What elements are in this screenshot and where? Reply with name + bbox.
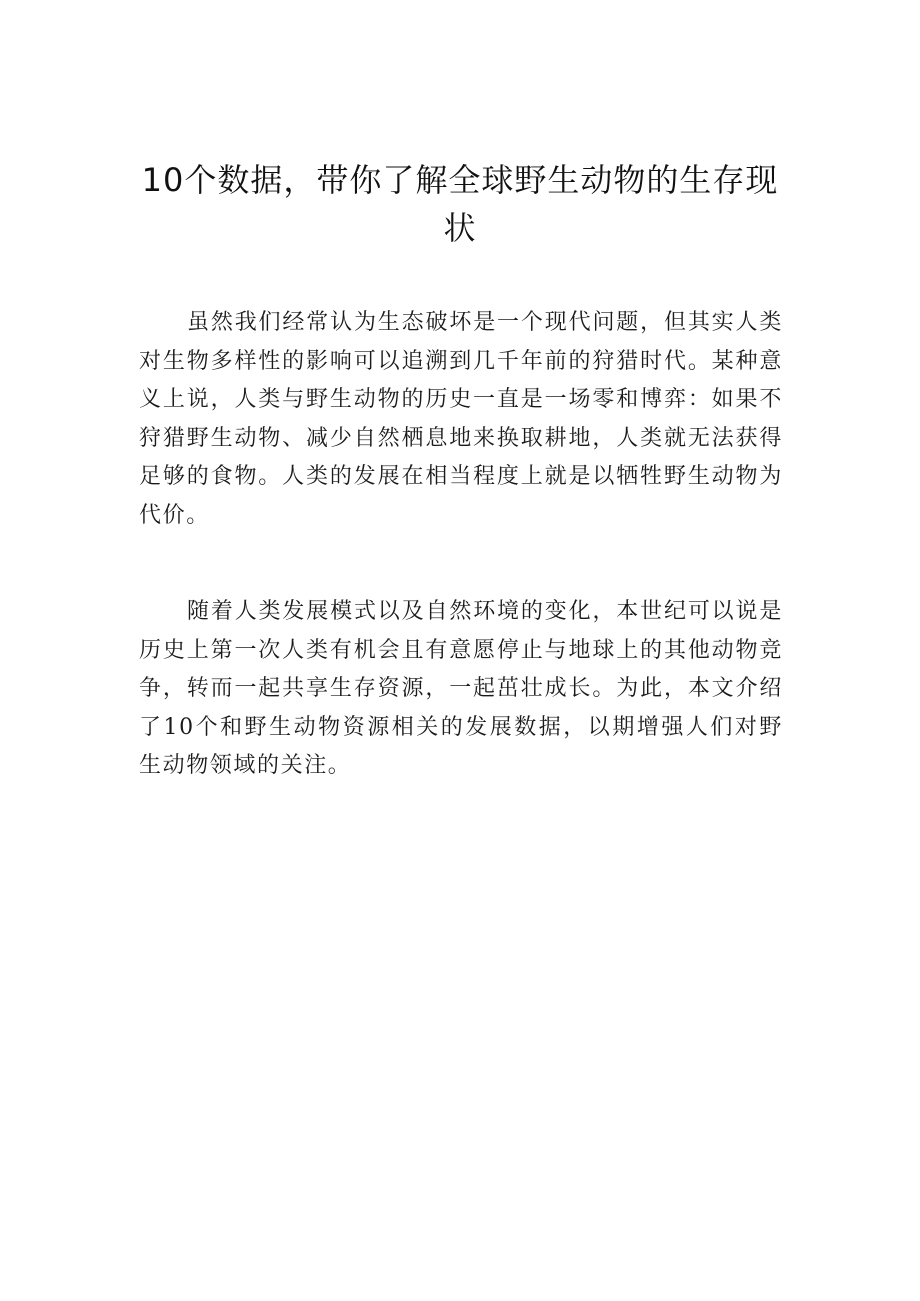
- paragraph-2: 随着人类发展模式以及自然环境的变化，本世纪可以说是历史上第一次人类有机会且有意愿停止与地球上的其他动物竞争，转而一起共享生存资源，一起茁壮成长。为此，本文介绍了10个和野生动物资源相关的发展数据，以期增强人们对野生动物领域的关注。: [139, 599, 783, 778]
- document-title: 10个数据，带你了解全球野生动物的生存现状: [141, 161, 779, 247]
- paragraph-1: 虽然我们经常认为生态破坏是一个现代问题，但其实人类对生物多样性的影响可以追溯到几千年前的狩猎时代。某种意义上说，人类与野生动物的历史一直是一场零和博弈：如果不狩猎野生动物、减少自然栖息地来换取耕地，人类就无法获得足够的食物。人类的发展在相当程度上就是以牺牲野生动物为代价。: [139, 310, 783, 528]
